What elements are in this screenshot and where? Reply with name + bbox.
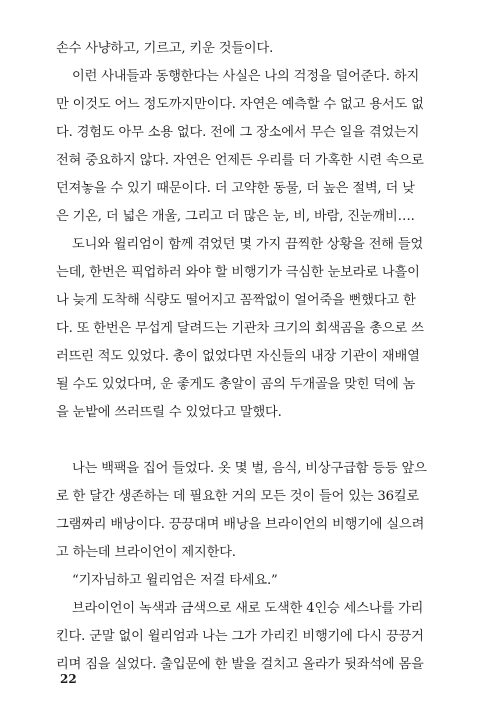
body-line: 전혀 중요하지 않다. 자연은 언제든 우리를 더 가혹한 시련 속으로 — [56, 153, 424, 168]
body-line: 킨다. 군말 없이 윌리엄과 나는 그가 가리킨 비행기에 다시 끙끙거 — [56, 629, 424, 644]
body-line: 이런 사내들과 동행한다는 사실은 나의 걱정을 덜어준다. 하지 — [72, 69, 420, 84]
body-line: 다. 경험도 아무 소용 없다. 전에 그 장소에서 무슨 일을 겪었는지 — [56, 125, 420, 140]
body-line: 다. 또 한번은 무섭게 달려드는 기관차 크기의 회색곰을 총으로 쓰 — [56, 321, 424, 336]
body-line: 그램짜리 배낭이다. 끙끙대며 배낭을 브라이언의 비행기에 실으려 — [56, 517, 425, 532]
body-line: 만 이것도 어느 정도까지만이다. 자연은 예측할 수 없고 용서도 없 — [56, 97, 424, 112]
body-line: 나 늦게 도착해 식량도 떨어지고 꼼짝없이 얼어죽을 뻔했다고 한 — [56, 293, 416, 308]
body-line: 은 기온, 더 넓은 개울, 그리고 더 많은 눈, 비, 바람, 진눈깨비…. — [56, 209, 415, 224]
dialogue-line: “기자님하고 윌리엄은 저걸 타세요.” — [72, 573, 278, 588]
body-line: 던져놓을 수 있기 때문이다. 더 고약한 동물, 더 높은 절벽, 더 낮 — [56, 181, 415, 196]
body-line: 나는 백팩을 집어 들었다. 옷 몇 벌, 음식, 비상구급함 등등 앞으 — [72, 461, 427, 476]
body-line: 리며 짐을 실었다. 출입문에 한 발을 걸치고 올라가 뒷좌석에 몸을 — [56, 657, 424, 672]
body-line: 러뜨린 적도 있었다. 총이 없었다면 자신들의 내장 기관이 재배열 — [56, 349, 420, 364]
body-line: 는데, 한번은 픽업하러 와야 할 비행기가 극심한 눈보라로 나흘이 — [56, 265, 420, 280]
page-number: 22 — [60, 672, 77, 686]
body-line: 도니와 윌리엄이 함께 겪었던 몇 가지 끔찍한 상황을 전해 들었 — [72, 237, 424, 252]
body-line: 을 눈밭에 쓰러뜨릴 수 있었다고 말했다. — [56, 405, 282, 420]
body-line: 로 한 달간 생존하는 데 필요한 거의 모든 것이 들어 있는 36킬로 — [56, 489, 420, 504]
body-line: 고 하는데 브라이언이 제지한다. — [56, 545, 236, 560]
body-line: 될 수도 있었다며, 운 좋게도 총알이 곰의 두개골을 맞힌 덕에 놈 — [56, 377, 416, 392]
body-line: 손수 사냥하고, 기르고, 키운 것들이다. — [56, 41, 274, 56]
body-line: 브라이언이 녹색과 금색으로 새로 도색한 4인승 세스나를 가리 — [72, 601, 424, 616]
